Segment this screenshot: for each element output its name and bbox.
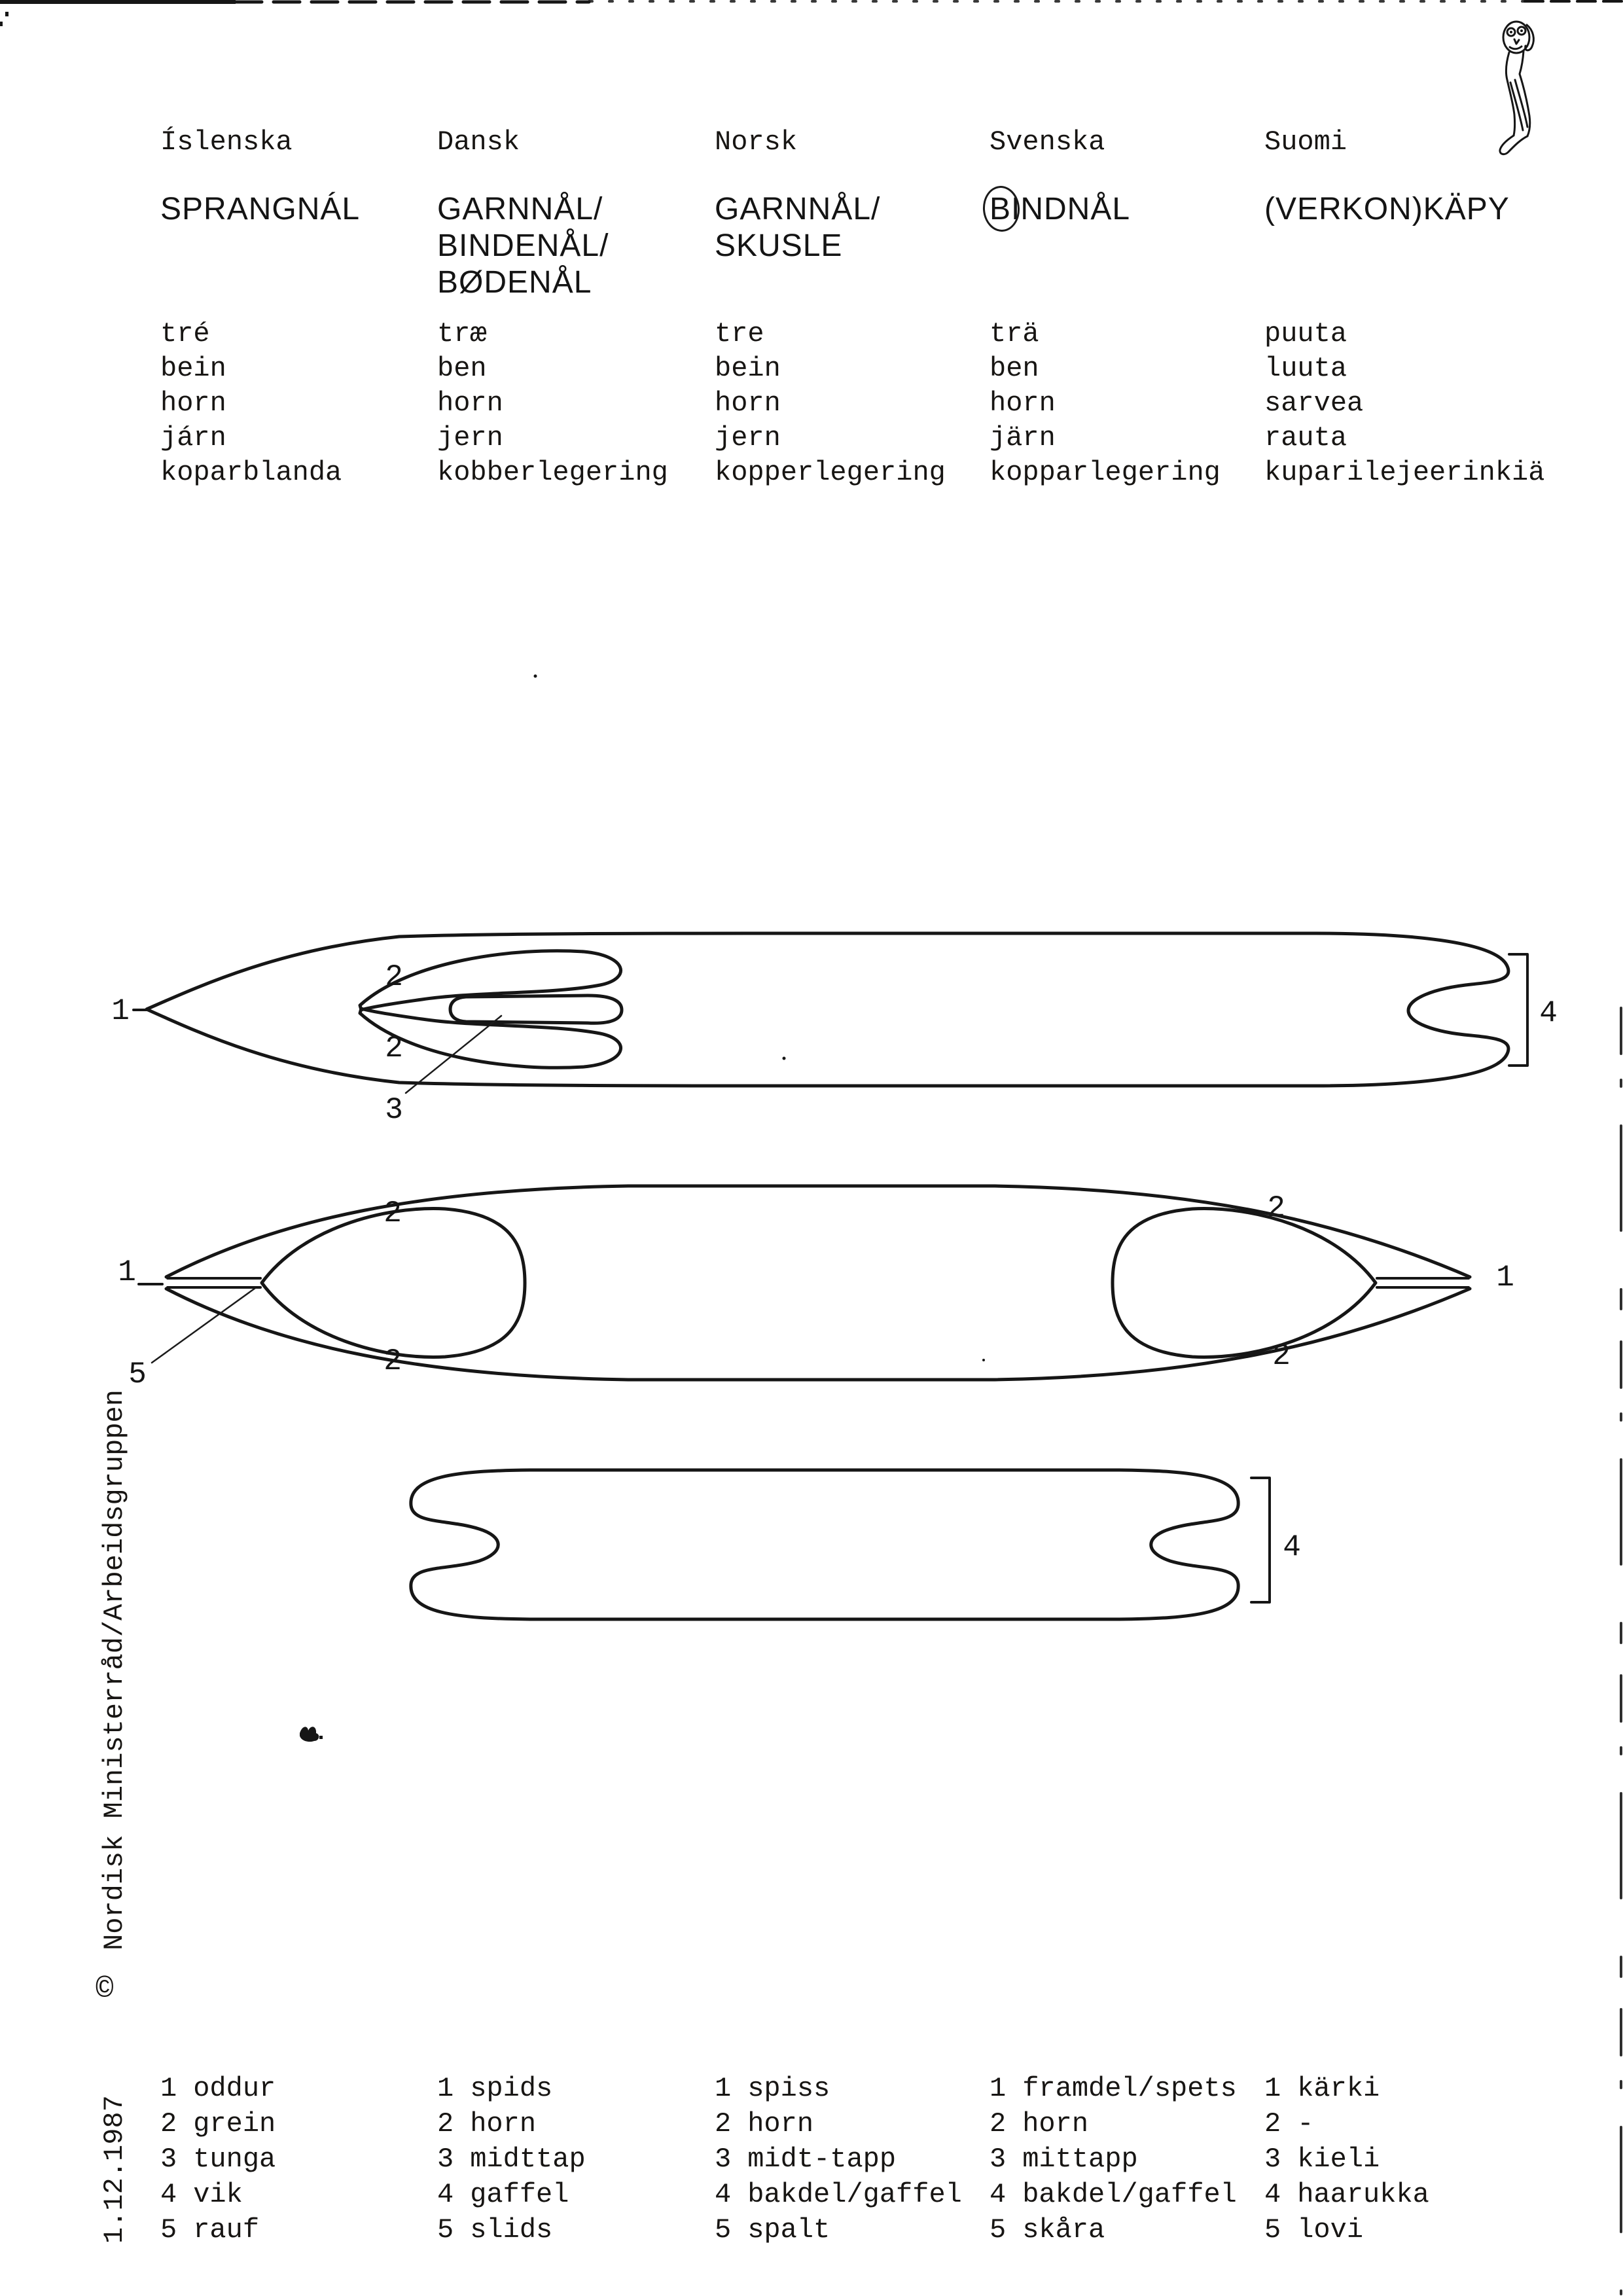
- legend-entry-term: lovi: [1297, 2214, 1364, 2246]
- legend-entry: [990, 2212, 1237, 2248]
- material-cell: kuparilejeerinkiä: [1264, 457, 1545, 488]
- legend-entry: [437, 2212, 586, 2248]
- material-cell: bein: [715, 353, 781, 384]
- legend-entry: [1264, 2212, 1429, 2248]
- materials-column-1: [437, 317, 668, 490]
- legend-entry-term: gaffel: [470, 2179, 569, 2210]
- term-line: GARNNÅL/: [715, 192, 881, 226]
- legend-entry-number: 1: [990, 2073, 1007, 2104]
- term-line: BØDENÅL: [437, 265, 592, 300]
- doodle-pupil-right: [1520, 29, 1523, 32]
- legend-entry-term: horn: [1022, 2108, 1089, 2140]
- legend-entry: [715, 2106, 962, 2142]
- legend-entry-number: 2: [715, 2108, 732, 2140]
- legend-column-dansk: [437, 2071, 586, 2248]
- term-title-1: [437, 191, 609, 301]
- term-rest: INDNÅL: [1011, 192, 1131, 226]
- scan-dot: [982, 1359, 985, 1361]
- fig1-label-1: 1: [111, 994, 130, 1028]
- material-cell: horn: [437, 387, 503, 419]
- fig3-label-4: 4: [1283, 1530, 1301, 1564]
- legend-entry-term: haarukka: [1297, 2179, 1429, 2210]
- material-cell: ben: [990, 353, 1039, 384]
- fig2-label-1-left: 1: [118, 1255, 136, 1289]
- fig1-label-3: 3: [385, 1093, 403, 1127]
- term-title-2: [715, 191, 880, 264]
- legend-entry-term: horn: [470, 2108, 537, 2140]
- legend-entry-term: framdel/spets: [1022, 2073, 1237, 2104]
- legend-entry: [160, 2212, 276, 2248]
- material-cell: horn: [160, 387, 226, 419]
- legend-entry-number: 2: [437, 2108, 454, 2140]
- material-cell: horn: [715, 387, 781, 419]
- legend-entry-number: 4: [715, 2179, 732, 2210]
- legend-entry-term: kärki: [1297, 2073, 1380, 2104]
- term-line: (VERKON)KÄPY: [1264, 192, 1510, 226]
- material-cell: tré: [160, 318, 210, 350]
- legend-entry-number: 5: [1264, 2214, 1281, 2246]
- legend-column-suomi: [1264, 2071, 1429, 2248]
- doodle-foot: [1500, 135, 1527, 154]
- fig1-label-2-upper: 2: [385, 960, 403, 994]
- legend-entry: [715, 2212, 962, 2248]
- legend-entry-term: bakdel/gaffel: [1022, 2179, 1237, 2210]
- legend-entry: [990, 2142, 1237, 2177]
- fig2-label-2-upper-left: 2: [383, 1196, 402, 1230]
- fig2-eye-left: [262, 1209, 525, 1357]
- legend-entry-number: 2: [160, 2108, 177, 2140]
- material-cell: ben: [437, 353, 487, 384]
- fig2-label-5: 5: [128, 1357, 147, 1391]
- fig1-bracket-4: [1509, 954, 1527, 1066]
- figure-shuttle-short: [411, 1470, 1301, 1619]
- legend-entry-term: horn: [747, 2108, 814, 2140]
- material-cell: jern: [437, 422, 503, 454]
- fig2-label-1-right: 1: [1496, 1261, 1514, 1295]
- figure-needle-single-point: [111, 933, 1558, 1127]
- material-cell: horn: [990, 387, 1056, 419]
- legend-entry: [437, 2106, 586, 2142]
- legend-entry-term: tunga: [193, 2144, 276, 2175]
- legend-entry-term: slids: [470, 2214, 553, 2246]
- material-cell: koparblanda: [160, 457, 342, 488]
- fig3-outline: [411, 1470, 1238, 1619]
- fig1-outline: [147, 933, 1508, 1086]
- material-cell: bein: [160, 353, 226, 384]
- legend-entry-number: 5: [160, 2214, 177, 2246]
- fig2-leader-5: [152, 1288, 255, 1363]
- legend-column-íslenska: [160, 2071, 276, 2248]
- needle-person-doodle: [1500, 22, 1533, 154]
- credit-line: Nordisk Ministerråd/Arbeidsgruppen: [99, 1390, 130, 1950]
- legend-entry-term: mittapp: [1022, 2144, 1138, 2175]
- legend-entry-term: spids: [470, 2073, 553, 2104]
- legend-entry-number: 5: [437, 2214, 454, 2246]
- term-line: [990, 191, 1130, 228]
- materials-column-3: [990, 317, 1221, 490]
- legend-entry: [160, 2106, 276, 2142]
- legend-entry-number: 3: [1264, 2144, 1281, 2175]
- legend-entry-term: kieli: [1297, 2144, 1380, 2175]
- term-title-4: [1264, 191, 1510, 228]
- material-cell: trä: [990, 318, 1039, 350]
- legend-entry: [990, 2071, 1237, 2106]
- material-cell: puuta: [1264, 318, 1347, 350]
- scan-speck: [5, 12, 9, 16]
- fig1-label-2-lower: 2: [385, 1031, 403, 1066]
- legend-column-svenska: [990, 2071, 1237, 2248]
- legend-entry-number: 1: [715, 2073, 732, 2104]
- legend-entry: [990, 2177, 1237, 2212]
- legend-entry-term: oddur: [193, 2073, 276, 2104]
- term-title-3: [990, 191, 1130, 228]
- legend-entry: [437, 2177, 586, 2212]
- language-header-1: Dansk: [437, 126, 520, 158]
- fig2-label-2-lower-left: 2: [383, 1344, 402, 1378]
- figure-needle-double-point: [118, 1186, 1514, 1391]
- doodle-pupil-left: [1510, 31, 1512, 33]
- legend-entry: [1264, 2106, 1429, 2142]
- material-cell: járn: [160, 422, 226, 454]
- term-title-0: [160, 191, 360, 228]
- legend-entry-number: 3: [715, 2144, 732, 2175]
- legend-entry: [715, 2071, 962, 2106]
- legend-entry-term: -: [1297, 2108, 1314, 2140]
- material-cell: rauta: [1264, 422, 1347, 454]
- term-line: GARNNÅL/: [437, 192, 603, 226]
- legend-entry: [160, 2071, 276, 2106]
- fig2-label-2-lower-right: 2: [1272, 1339, 1291, 1373]
- legend-entry-term: skåra: [1022, 2214, 1105, 2246]
- legend-entry-term: spiss: [747, 2073, 830, 2104]
- date-stamp: 1.12.1987: [99, 2095, 130, 2244]
- fig3-bracket-4: [1251, 1478, 1270, 1602]
- legend-entry-term: bakdel/gaffel: [747, 2179, 962, 2210]
- legend-entry-number: 1: [160, 2073, 177, 2104]
- legend-entry: [715, 2177, 962, 2212]
- fig1-label-4: 4: [1539, 996, 1558, 1030]
- ink-dot: [319, 1736, 323, 1739]
- language-header-0: Íslenska: [160, 126, 293, 158]
- material-cell: kopperlegering: [715, 457, 946, 488]
- materials-column-0: [160, 317, 342, 490]
- material-cell: kobberlegering: [437, 457, 668, 488]
- legend-entry-number: 3: [990, 2144, 1007, 2175]
- legend-entry: [437, 2142, 586, 2177]
- fig2-label-2-upper-right: 2: [1267, 1191, 1285, 1225]
- legend-entry: [990, 2106, 1237, 2142]
- material-cell: järn: [990, 422, 1056, 454]
- fig1-leader-3: [406, 1016, 501, 1093]
- term-line: SKUSLE: [715, 228, 843, 263]
- doodle-mouth: [1510, 46, 1522, 49]
- material-cell: jern: [715, 422, 781, 454]
- legend-entry-number: 3: [437, 2144, 454, 2175]
- material-cell: sarvea: [1264, 387, 1364, 419]
- language-header-2: Norsk: [715, 126, 798, 158]
- legend-entry-term: spalt: [747, 2214, 830, 2246]
- scan-dot: [534, 675, 537, 678]
- legend-entry: [1264, 2071, 1429, 2106]
- legend-entry-number: 4: [437, 2179, 454, 2210]
- legend-entry-term: midttap: [470, 2144, 586, 2175]
- legend-entry-number: 1: [1264, 2073, 1281, 2104]
- legend-entry-number: 2: [1264, 2108, 1281, 2140]
- scan-dot: [783, 1057, 786, 1060]
- copyright-symbol: ©: [96, 1973, 114, 2007]
- legend-entry-number: 3: [160, 2144, 177, 2175]
- legend-entry: [1264, 2142, 1429, 2177]
- legend-entry-term: midt-tapp: [747, 2144, 897, 2175]
- materials-column-2: [715, 317, 946, 490]
- legend-entry-term: vik: [193, 2179, 243, 2210]
- material-cell: træ: [437, 318, 487, 350]
- material-cell: luuta: [1264, 353, 1347, 384]
- legend-entry-term: rauf: [193, 2214, 260, 2246]
- materials-column-4: [1264, 317, 1544, 490]
- legend-column-norsk: [715, 2071, 962, 2248]
- language-header-3: Svenska: [990, 126, 1105, 158]
- language-header-4: Suomi: [1264, 126, 1347, 158]
- material-cell: kopparlegering: [990, 457, 1221, 488]
- material-cell: tre: [715, 318, 764, 350]
- scan-speck: [0, 22, 3, 26]
- legend-entry: [160, 2142, 276, 2177]
- legend-entry: [437, 2071, 586, 2106]
- circled-letter: B: [990, 192, 1012, 226]
- legend-entry-number: 5: [990, 2214, 1007, 2246]
- legend-entry-number: 5: [715, 2214, 732, 2246]
- term-line: SPRANGNÁL: [160, 192, 361, 226]
- legend-entry-number: 2: [990, 2108, 1007, 2140]
- term-line: BINDENÅL/: [437, 228, 609, 263]
- legend-entry: [1264, 2177, 1429, 2212]
- legend-entry-number: 4: [1264, 2179, 1281, 2210]
- legend-entry: [715, 2142, 962, 2177]
- legend-entry-number: 4: [990, 2179, 1007, 2210]
- legend-entry-number: 1: [437, 2073, 454, 2104]
- fig2-slit-left: [168, 1278, 260, 1287]
- doodle-nose: [1514, 39, 1519, 44]
- ink-blob: [300, 1727, 319, 1742]
- scan-top-bar: [0, 0, 236, 4]
- legend-entry: [160, 2177, 276, 2212]
- fig2-slit-right: [1377, 1278, 1469, 1287]
- fig1-tongue: [450, 996, 622, 1023]
- legend-entry-number: 4: [160, 2179, 177, 2210]
- legend-entry-term: grein: [193, 2108, 276, 2140]
